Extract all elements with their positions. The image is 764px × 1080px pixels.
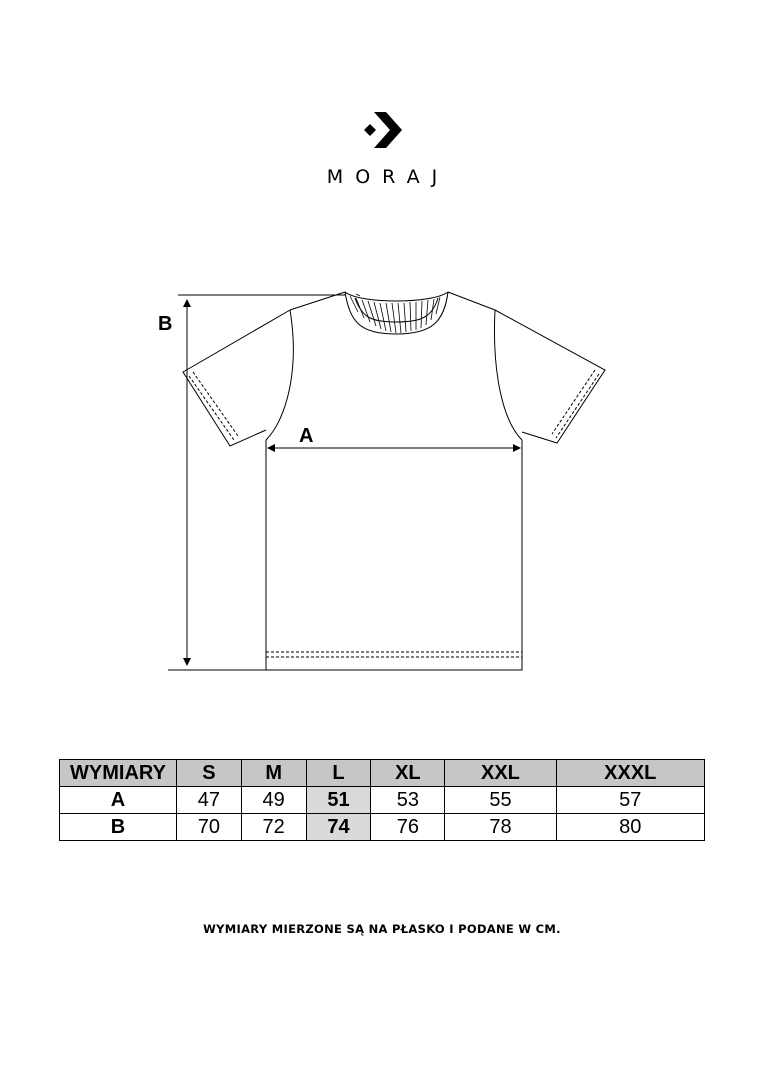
table-row [60,787,705,814]
tshirt-outline [183,292,605,670]
dimension-a-label: A [299,425,314,447]
measurement-note: WYMIARY MIERZONE SĄ NA PŁASKO I PODANE W CM. [203,922,561,936]
brand-name: MORAJ [326,166,450,188]
dimension-b-line [168,295,345,670]
cell-b-xxxl: 80 [556,814,704,841]
header-xxxl: XXXL [556,760,704,787]
cell-a-m: 49 [241,787,306,814]
row-label-b: B [60,814,177,841]
cell-b-xl: 76 [371,814,445,841]
header-xl: XL [371,760,445,787]
header-xxl: XXL [445,760,556,787]
header-m: M [241,760,306,787]
row-label-a: A [60,787,177,814]
cell-b-l: 74 [306,814,371,841]
header-s: S [177,760,242,787]
dimension-b-label: B [158,313,173,335]
header-l: L [306,760,371,787]
cell-a-l: 51 [306,787,371,814]
cell-a-xxxl: 57 [556,787,704,814]
header-wymiary: WYMIARY [60,760,177,787]
cell-b-s: 70 [177,814,242,841]
cell-b-xxl: 78 [445,814,556,841]
size-table-header [60,760,705,787]
cell-a-s: 47 [177,787,242,814]
size-table [59,759,705,841]
cell-a-xxl: 55 [445,787,556,814]
cell-b-m: 72 [241,814,306,841]
table-row [60,814,705,841]
cell-a-xl: 53 [371,787,445,814]
